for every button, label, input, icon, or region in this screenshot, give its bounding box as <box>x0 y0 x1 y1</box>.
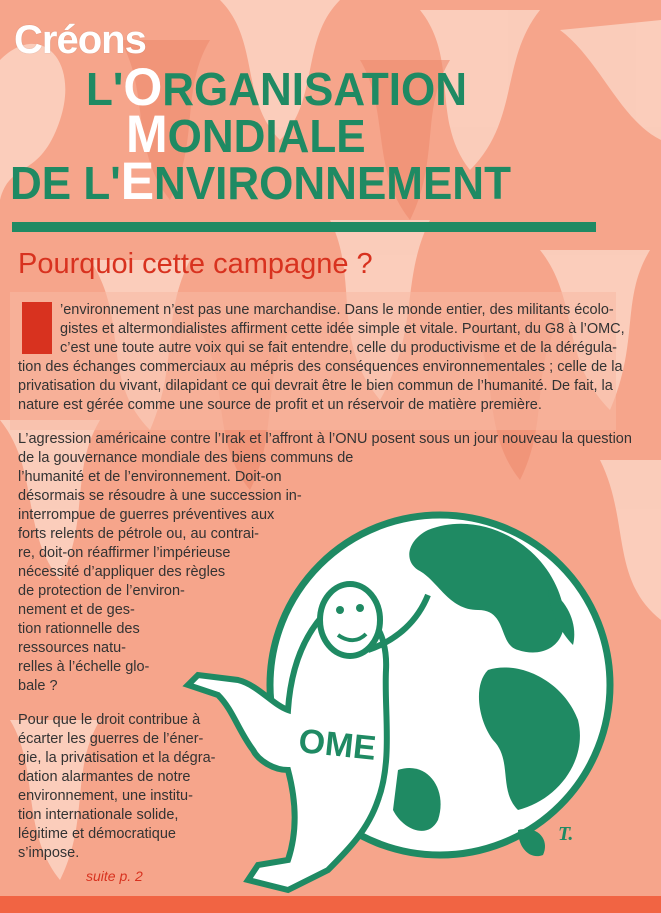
para3-line: environnement, une institu- <box>18 788 193 804</box>
figure-head <box>320 584 380 656</box>
headline-prefix-de-l: DE L' <box>10 157 121 210</box>
globe-illustration <box>178 470 618 910</box>
para3-line: tion internationale solide, <box>18 807 179 823</box>
para1-line: privatisation du vivant, dilapidant ce qui devrait être le bien commun de l’humanité. De fait, la <box>18 378 613 394</box>
para1-line: nature est gérée comme une source de profit et un réservoir de matière première. <box>18 397 542 413</box>
headline-cap-o: O <box>123 57 163 117</box>
continued-note: suite p. 2 <box>86 868 143 884</box>
para2-line: l’humanité et de l’environnement. Doit-on <box>18 469 282 485</box>
green-divider <box>12 222 596 232</box>
para1-line: gistes et altermondialistes affirment cette idée simple et vitale. Pourtant, du G8 à l’OMC, <box>60 321 625 337</box>
para2-line: de la gouvernance mondiale des biens communs de <box>18 450 354 466</box>
para1-line: tion des échanges commerciaux au mépris des conséquences environnementales ; celle de la <box>18 359 623 375</box>
para1-line: ’environnement n’est pas une marchandise. Dans le monde entier, des militants écolo- <box>60 302 614 318</box>
headline-line-environnement <box>10 151 511 211</box>
para2-line: ressources natu- <box>18 640 126 656</box>
para3-line: dation alarmantes de notre <box>18 769 191 785</box>
para2-line: forts relents de pétrole ou, au contrai- <box>18 526 259 542</box>
figure-chest-text: OME <box>296 722 378 768</box>
headline-rest-ondiale: ONDIALE <box>167 110 366 163</box>
para3-line: écarter les guerres de l’éner- <box>18 731 204 747</box>
headline-prefix-l: L' <box>86 63 124 116</box>
para2-line: désormais se résoudre à une succession in- <box>18 488 302 504</box>
footer-bar <box>0 896 661 913</box>
para3-line: légitime et démocratique <box>18 826 176 842</box>
headline-creons: Créons <box>14 18 146 62</box>
headline-cap-e: E <box>120 151 155 211</box>
para2-line: de protection de l’environ- <box>18 583 185 599</box>
headline-cap-m: M <box>126 104 168 164</box>
para1-line: c’est une toute autre voix qui se fait entendre, celle du productivisme et de la dérégula- <box>60 340 617 356</box>
artist-signature: T. <box>558 823 574 845</box>
para2-line: relles à l’échelle glo- <box>18 659 150 675</box>
headline-rest-nvironnement: NVIRONNEMENT <box>154 157 511 210</box>
para3-line: s’impose. <box>18 845 80 861</box>
para2-line: nécessité d’appliquer des règles <box>18 564 226 580</box>
section-subtitle: Pourquoi cette campagne ? <box>18 248 373 280</box>
para2-line: interrompue de guerres préventives aux <box>18 507 275 523</box>
para2-line: bale ? <box>18 678 58 694</box>
continent-shape <box>518 829 545 856</box>
para3-line: Pour que le droit contribue à <box>18 712 201 728</box>
para2-line: L’agression américaine contre l’Irak et l’affront à l’ONU posent sous un jour nouveau la question <box>18 431 632 447</box>
para3-line: gie, la privatisation et la dégra- <box>18 750 216 766</box>
headline-line-mondiale <box>126 104 366 164</box>
para2-line: nement et de ges- <box>18 602 135 618</box>
drop-cap-l <box>22 302 52 354</box>
para2-line: tion rationnelle des <box>18 621 140 637</box>
headline-rest-rganisation: RGANISATION <box>162 63 467 116</box>
para2-line: re, doit-on réaffirmer l’impérieuse <box>18 545 231 561</box>
